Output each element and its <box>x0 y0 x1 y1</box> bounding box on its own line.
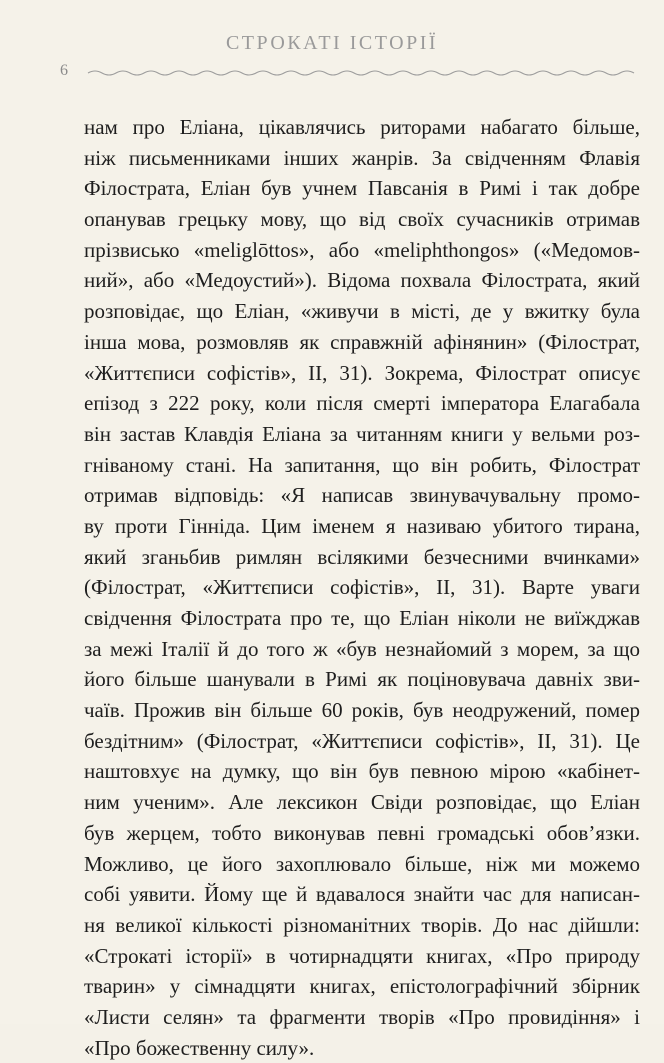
text-line: ня великої кількості різноманітних творів. До нас дійшли: <box>84 912 640 937</box>
text-line: чаїв. Прожив він більше 60 років, був неодружений, помер <box>84 698 640 723</box>
text-line: розповідає, що Еліан, «живучи в місті, де у вжитку була <box>84 299 640 324</box>
text-line: нам про Еліана, цікавлячись риторами набагато більше, <box>84 115 640 139</box>
wavy-header-rule <box>88 68 634 78</box>
text-line: ніж письменниками інших жанрів. За свідченням Флавія <box>84 145 640 170</box>
text-line: «Листи селян» та фрагменти творів «Про провидіння» і <box>84 1004 640 1029</box>
text-line: ним ученим». Але лексикон Свіди розповідає, що Еліан <box>84 790 640 815</box>
page-number: 6 <box>60 62 68 79</box>
text-line: його більше шанували в Римі як поціновувача давніх зви- <box>84 667 640 692</box>
text-line: Можливо, це його захоплювало більше, ніж ми можемо <box>84 851 640 876</box>
text-line: наштовхує на думку, що він був певною мірою «кабінет- <box>84 759 640 784</box>
text-line: за межі Італії й до того ж «був незнайомий з морем, за що <box>84 636 640 661</box>
main-text-block <box>84 112 640 1063</box>
text-line: був жерцем, тобто виконував певні громадські обов’язки. <box>84 820 640 845</box>
text-line: гніваному стані. На запитання, що він робить, Філострат <box>84 452 640 477</box>
text-line: «Строкаті історії» в чотирнадцяти книгах, «Про природу <box>84 943 640 968</box>
text-line: свідчення Філострата про те, що Еліан ніколи не виїжджав <box>84 606 640 630</box>
text-line: «Про божественну силу». <box>84 1035 315 1060</box>
text-line: (Філострат, «Життєписи софістів», II, 31). Варте уваги <box>84 575 640 600</box>
running-head-title: СТРОКАТІ ІСТОРІЇ <box>225 32 439 54</box>
text-line: який зганьбив римлян всілякими безчесними вчинками» <box>84 544 640 569</box>
text-line: ний», або «Медоустий»). Відома похвала Філострата, який <box>84 268 640 293</box>
text-line: опанував грецьку мову, що від своїх сучасників отримав <box>84 207 640 232</box>
text-line: інша мова, розмовляв як справжній афінянин» (Філострат, <box>84 329 640 354</box>
text-line: ву проти Гінніда. Цим іменем я називаю убитого тирана, <box>84 513 640 538</box>
text-line: Філострата, Еліан був учнем Павсанія в Римі і так добре <box>84 176 640 201</box>
text-line: тварин» у сімнадцяти книгах, епістолографічний збірник <box>84 974 640 999</box>
text-line: епізод з 222 року, коли після смерті імператора Елагабала <box>84 391 640 416</box>
text-line: отримав відповідь: «Я написав звинувачувальну промо- <box>84 483 640 508</box>
text-line: він застав Клавдія Еліана за читанням книги у вельми роз- <box>84 421 640 446</box>
text-line: «Життєписи софістів», II, 31). Зокрема, Філострат описує <box>84 360 640 385</box>
text-line: собі уявити. Йому ще й вдавалося знайти час для написан- <box>84 882 640 907</box>
text-line: бездітним» (Філострат, «Життєписи софістів», II, 31). Це <box>84 728 640 753</box>
text-line: прізвисько «melіglōttos», або «meliphthongos» («Медомов- <box>84 237 640 262</box>
